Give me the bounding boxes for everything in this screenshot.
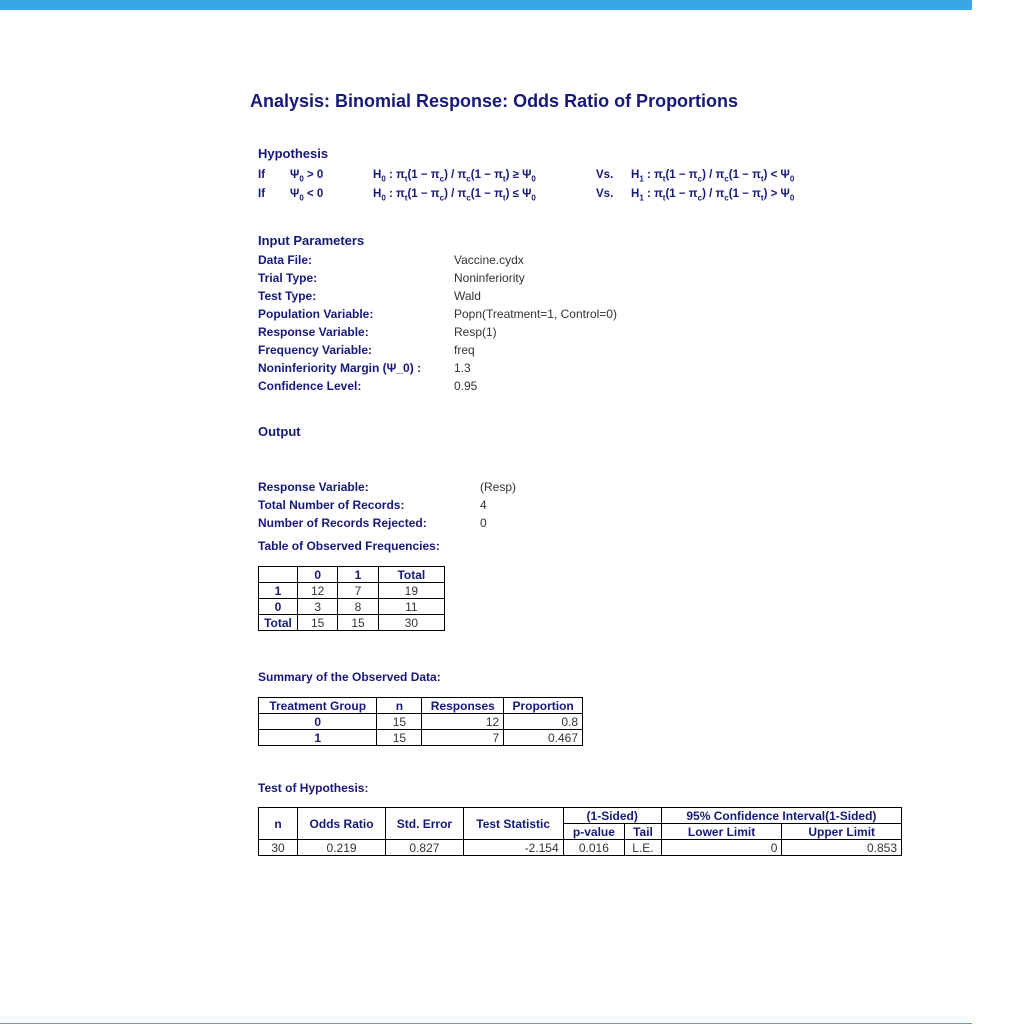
table-cell: 3 [298, 599, 338, 615]
table-header: Odds Ratio [298, 808, 386, 840]
table-row [259, 714, 583, 730]
table-cell: 30 [259, 840, 298, 856]
table-header: 1 [338, 567, 378, 583]
table-row [259, 615, 445, 631]
row-label: 0 [259, 599, 298, 615]
table-cell: 30 [378, 615, 444, 631]
table-row [259, 583, 445, 599]
summary-label: Response Variable: [258, 480, 369, 494]
param-label: Frequency Variable: [258, 343, 373, 357]
param-label: Confidence Level: [258, 379, 362, 393]
param-label: Test Type: [258, 289, 317, 303]
table-cell: L.E. [625, 840, 662, 856]
table-cell: 0.827 [386, 840, 464, 856]
table-cell: 0 [661, 840, 782, 856]
test-table-title: Test of Hypothesis: [258, 781, 369, 795]
right-margin [972, 0, 1018, 1029]
hyp-vs-1: Vs. [596, 169, 614, 181]
hyp-h1-1: $H_1$ : $\pi_t(1 - \pi_c) / \pi_c(1 - \pi_t) < \Psi_0$ [631, 169, 795, 184]
table-cell: 12 [298, 583, 338, 599]
table-header: p-value [563, 824, 625, 840]
table-header: (1-Sided) [563, 808, 661, 824]
table-header: Treatment Group [259, 698, 377, 714]
param-value: Noninferiority [454, 271, 525, 285]
table-cell: 15 [377, 714, 422, 730]
table-cell: 0.853 [782, 840, 902, 856]
table-cell: -2.154 [463, 840, 563, 856]
param-value: Vaccine.cydx [454, 253, 524, 267]
table-header: Lower Limit [661, 824, 782, 840]
row-label: Total [259, 615, 298, 631]
summary-table-title: Summary of the Observed Data: [258, 670, 441, 684]
summary-value: (Resp) [480, 480, 517, 494]
hyp-cond-2: $\Psi_0 < 0$ [290, 188, 324, 203]
table-header: n [377, 698, 422, 714]
row-label: 0 [259, 714, 377, 730]
param-value: Wald [454, 289, 481, 303]
row-label: 1 [259, 730, 377, 746]
param-label: Trial Type: [258, 271, 318, 285]
hyp-if-2: If [258, 188, 266, 200]
table-cell: 7 [422, 730, 504, 746]
param-value: 0.95 [454, 379, 478, 393]
input-heading: Input Parameters [258, 233, 365, 248]
table-cell: 15 [377, 730, 422, 746]
table-row [259, 599, 445, 615]
param-label: Response Variable: [258, 325, 369, 339]
table-row [259, 698, 583, 714]
hyp-h1-2: $H_1$ : $\pi_t(1 - \pi_c) / \pi_c(1 - \pi_t) > \Psi_0$ [631, 188, 795, 203]
summary-label: Number of Records Rejected: [258, 516, 427, 530]
table-cell: 8 [338, 599, 378, 615]
table-header: 95% Confidence Interval(1-Sided) [661, 808, 901, 824]
param-label: Data File: [258, 253, 313, 267]
table-header: Tail [625, 824, 662, 840]
table-cell: 19 [378, 583, 444, 599]
table-header [259, 567, 298, 583]
test-of-hypothesis-table [258, 807, 902, 856]
param-value: Resp(1) [454, 325, 497, 339]
frequency-table [258, 566, 445, 631]
table-cell: 7 [338, 583, 378, 599]
table-cell: 15 [298, 615, 338, 631]
table-header: Responses [422, 698, 504, 714]
table-cell: 0.467 [504, 730, 583, 746]
table-row [259, 808, 902, 824]
top-accent-bar [0, 0, 972, 10]
param-label: Population Variable: [258, 307, 374, 321]
summary-label: Total Number of Records: [258, 498, 405, 512]
table-row [259, 567, 445, 583]
summary-value: 4 [480, 498, 487, 512]
table-header: Total [378, 567, 444, 583]
hyp-h0-2: $H_0$ : $\pi_t(1 - \pi_c) / \pi_c(1 - \pi_t) \le \Psi_0$ [373, 188, 536, 203]
table-header: Std. Error [386, 808, 464, 840]
param-value: 1.3 [454, 361, 471, 375]
hypothesis-heading: Hypothesis [258, 146, 329, 161]
table-cell: 12 [422, 714, 504, 730]
table-row [259, 730, 583, 746]
table-row [259, 840, 902, 856]
table-header: Proportion [504, 698, 583, 714]
table-cell: 0.016 [563, 840, 625, 856]
observed-data-table [258, 697, 583, 746]
param-value: Popn(Treatment=1, Control=0) [454, 307, 617, 321]
param-value: freq [454, 343, 475, 357]
summary-value: 0 [480, 516, 487, 530]
hyp-vs-2: Vs. [596, 188, 614, 200]
table-header: 0 [298, 567, 338, 583]
table-header: Upper Limit [782, 824, 902, 840]
table-cell: 11 [378, 599, 444, 615]
row-label: 1 [259, 583, 298, 599]
bottom-rule [0, 1023, 972, 1024]
hyp-cond-1: $\Psi_0 > 0$ [290, 169, 324, 184]
hyp-h0-1: $H_0$ : $\pi_t(1 - \pi_c) / \pi_c(1 - \pi_t) \ge \Psi_0$ [373, 169, 536, 184]
table-header: Test Statistic [463, 808, 563, 840]
freq-table-title: Table of Observed Frequencies: [258, 539, 440, 553]
output-heading: Output [258, 424, 301, 439]
page-title: Analysis: Binomial Response: Odds Ratio of Proportions [250, 91, 739, 111]
table-cell: 15 [338, 615, 378, 631]
table-cell: 0.219 [298, 840, 386, 856]
table-cell: 0.8 [504, 714, 583, 730]
table-header: n [259, 808, 298, 840]
hyp-if-1: If [258, 169, 266, 181]
param-label: Noninferiority Margin (Ψ_0) : [258, 361, 422, 375]
